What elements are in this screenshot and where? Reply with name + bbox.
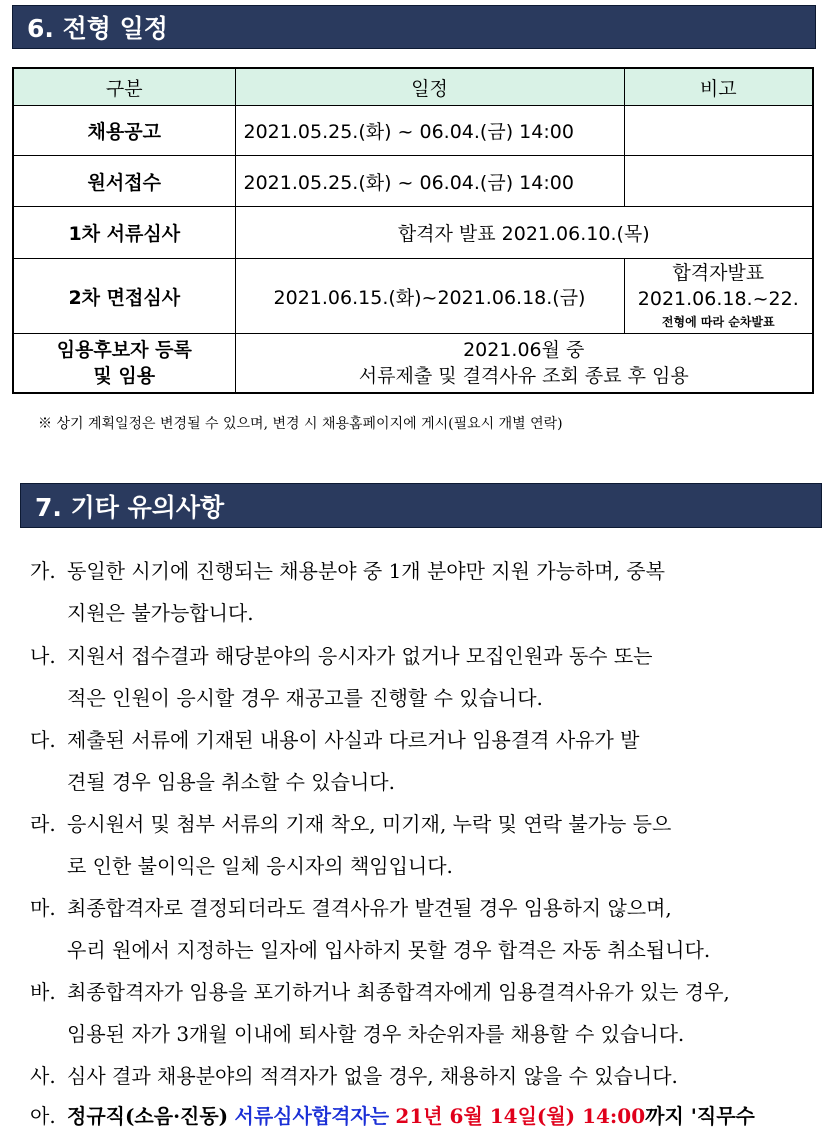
item-marker: 다. (30, 728, 56, 752)
item-marker: 마. (30, 896, 56, 920)
item-marker: 가. (30, 559, 56, 583)
row-category: 채용공고 (13, 106, 235, 156)
row-schedule: 2021.05.25.(화) ~ 06.04.(금) 14:00 (235, 106, 624, 156)
item-text: 응시원서 및 첨부 서류의 기재 착오, 미기재, 누락 및 연락 불가능 등으 (67, 812, 672, 836)
row-note (624, 106, 813, 156)
item-text-cont: 로 인한 불이익은 일체 응시자의 책임입니다. (67, 854, 453, 878)
row-schedule: 2021.06.15.(화)~2021.06.18.(금) (235, 259, 624, 334)
item-marker: 아. (30, 1104, 56, 1128)
header-schedule: 일정 (235, 68, 624, 106)
item-text: 제출된 서류에 기재된 내용이 사실과 다르거나 임용결격 사유가 발 (67, 728, 640, 752)
item-marker: 나. (30, 644, 56, 668)
item-text-highlight-blue: 서류심사합격자는 (234, 1104, 390, 1128)
item-marker: 사. (30, 1064, 56, 1088)
row-category: 2차 면접심사 (13, 259, 235, 334)
item-text: 최종합격자로 결정되더라도 결격사유가 발견될 경우 임용하지 않으며, (67, 896, 672, 920)
row-note (624, 259, 813, 334)
schedule-line: 서류제출 및 결격사유 조회 종료 후 임용 (358, 365, 689, 387)
category-line: 임용후보자 등록 (56, 339, 192, 361)
row-category: 원서접수 (13, 156, 235, 207)
item-text-cont: 지원은 불가능합니다. (67, 601, 254, 625)
table-row (13, 106, 813, 156)
row-schedule: 2021.05.25.(화) ~ 06.04.(금) 14:00 (235, 156, 624, 207)
table-row (13, 334, 813, 394)
item-text: 최종합격자가 임용을 포기하거나 최종합격자에게 임용결격사유가 있는 경우, (67, 980, 730, 1004)
item-text-cont: 견될 경우 임용을 취소할 수 있습니다. (67, 770, 395, 794)
row-category (13, 334, 235, 394)
item-text-bold: 까지 '직무수 (645, 1104, 755, 1128)
row-schedule (235, 334, 813, 394)
note-line: 합격자발표 (672, 262, 765, 284)
item-text-cont: 우리 원에서 지정하는 일자에 입사하지 못할 경우 합격은 자동 취소됩니다. (67, 938, 711, 962)
row-category: 1차 서류심사 (13, 207, 235, 259)
item-text-highlight-red: 21년 6월 14일(월) 14:00 (395, 1104, 646, 1128)
item-text-cont: 적은 인원이 응시할 경우 재공고를 진행할 수 있습니다. (67, 686, 543, 710)
item-text: 지원서 접수결과 해당분야의 응시자가 없거나 모집인원과 동수 또는 (67, 644, 653, 668)
item-text: 동일한 시기에 진행되는 채용분야 중 1개 분야만 지원 가능하며, 중복 (67, 559, 665, 583)
section-7-title: 7. 기타 유의사항 (35, 492, 225, 522)
section-7-header (20, 483, 822, 528)
schedule-line: 2021.06월 중 (463, 339, 585, 361)
item-text-bold: 정규직(소음·진동) (67, 1104, 229, 1128)
section-6-title: 6. 전형 일정 (27, 14, 168, 43)
note-line: 2021.06.18.~22. (637, 288, 799, 310)
item-text-cont: 임용된 자가 3개월 이내에 퇴사할 경우 차순위자를 채용할 수 있습니다. (67, 1022, 685, 1046)
schedule-table (12, 67, 814, 394)
section-6-header (12, 5, 816, 49)
schedule-footnote: ※ 상기 계획일정은 변경될 수 있으며, 변경 시 채용홈페이지에 게시(필요시 개별 연락) (38, 416, 563, 432)
note-line-small: 전형에 따라 순차발표 (661, 315, 775, 329)
category-line: 및 임용 (93, 365, 156, 387)
row-schedule: 합격자 발표 2021.06.10.(목) (235, 207, 813, 259)
table-row (13, 207, 813, 259)
header-category: 구분 (13, 68, 235, 106)
item-marker: 바. (30, 980, 56, 1004)
item-marker: 라. (30, 812, 56, 836)
row-note (624, 156, 813, 207)
table-row (13, 259, 813, 334)
table-row (13, 156, 813, 207)
item-text: 심사 결과 채용분야의 적격자가 없을 경우, 채용하지 않을 수 있습니다. (67, 1064, 678, 1088)
table-header-row (13, 68, 813, 106)
header-note: 비고 (624, 68, 813, 106)
